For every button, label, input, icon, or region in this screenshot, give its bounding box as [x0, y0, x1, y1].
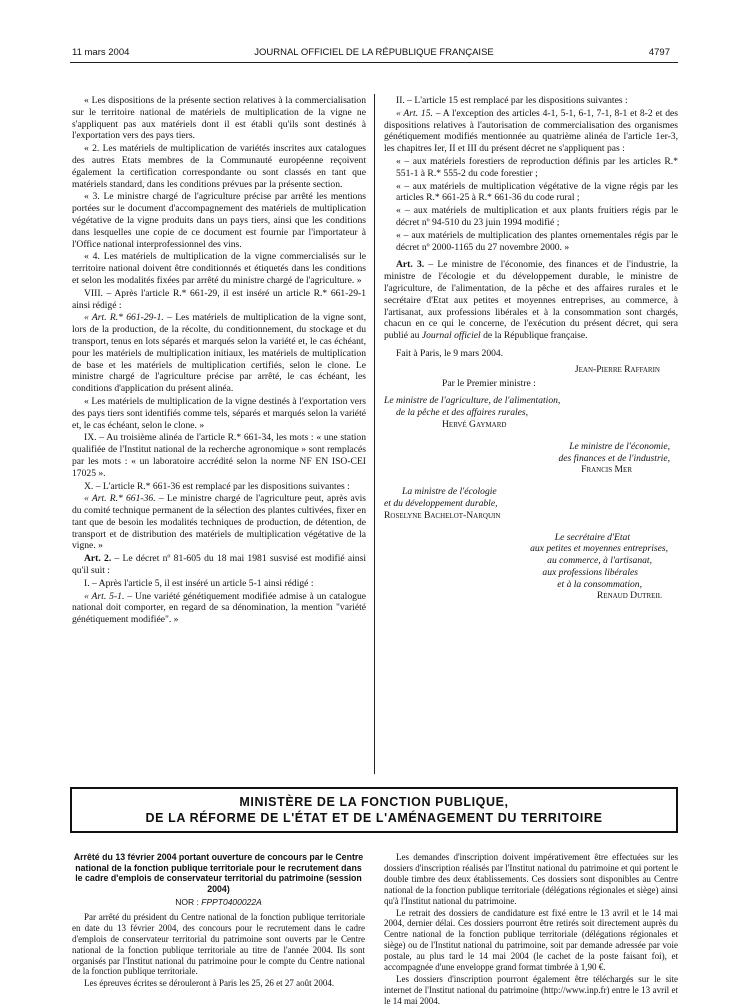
paragraph: « 4. Les matériels de multiplication de la vigne commercialisés sur le territoire national doivent être conditionnés et étiquetés dans les conditions et selon les modalités fixées par arrêté du ministre chargé de l'agriculture. » [72, 251, 366, 286]
paragraph [384, 259, 678, 342]
article-ref: Art. 2. [84, 553, 112, 565]
list-item: « – aux matériels de multiplication végétative de la vigne régis par les articles R.* 661-25 à R.* 661-36 du code rural ; [396, 180, 678, 204]
signature-title: Le secrétaire d'Etat [554, 531, 630, 543]
signature-title: La ministre de l'écologie [402, 486, 497, 498]
signature-name: Hervé Gaymard [442, 418, 507, 430]
signature-title: au commerce, à l'artisanat, [547, 555, 652, 567]
journal-ref: Journal officiel [421, 330, 481, 342]
arrete-title: Arrêté du 13 février 2004 portant ouverture de concours par le Centre national de la fonction publique territoriale pour le recrutement dans le cadre d'emplois de conservateur territorial du patrimoine (session 2004) [73, 852, 364, 894]
fait-a-paris: Fait à Paris, le 9 mars 2004. [396, 347, 504, 359]
paragraph: « Les dispositions de la présente section relatives à la commercialisation sur le territoire national de matériels de multiplication de la vigne ne s'appliquent pas aux matériels dont il est établi qu'ils sont destinés à l'exportation vers des pays tiers. [72, 95, 366, 142]
header-rule [70, 62, 678, 63]
signature-role: Par le Premier ministre : [442, 377, 536, 389]
paragraph-text: – Le ministre chargé de l'agriculture peut, après avis du comité technique permanent de la sélection des plantes cultivées, fixer en tant que de besoin les modalités techniques de production, de détention, de transport et de distribution des matériels de multiplication végétative de la vigne. » [72, 493, 366, 552]
paragraph: Par arrêté du président du Centre national de la fonction publique territoriale en date du 13 février 2004, des concours pour le recrutement dans le cadre d'emplois de conservateur territorial du patrimoine sont ouverts par le Centre national de la fonction publique territoriale au titre de l'année 2004. Ils sont organisés par l'Institut national du patrimoine pour le compte du Centre national de la fonction publique territoriale. [72, 911, 365, 977]
paragraph-text: de la République française. [480, 330, 588, 342]
signature-title: et du développement durable, [384, 497, 498, 509]
paragraph: VIII. – Après l'article R.* 661-29, il est inséré un article R.* 661-29-1 ainsi rédigé : [72, 287, 366, 311]
ministry-heading-box [70, 787, 678, 833]
paragraph [72, 493, 366, 552]
page-number: 4797 [648, 47, 670, 58]
paragraph [72, 553, 366, 577]
journal-title: JOURNAL OFFICIEL DE LA RÉPUBLIQUE FRANÇAISE [254, 47, 494, 58]
paragraph: « 2. Les matériels de multiplication de variétés inscrites aux catalogues des autres Etats membres de la Communauté européenne reçoivent également la certification correspondante ou sont classés en tant que matériels standard, dans les conditions prévues par la présente section. [72, 143, 366, 190]
list-item: « – aux matériels de multiplication et aux plants fruitiers régis par le décret nº 94-510 du 23 juin 1994 modifié ; [396, 205, 678, 228]
article-ref: Art. 3. [396, 259, 425, 271]
paragraph [72, 312, 366, 395]
list-item: « – aux matériels de multiplication des plantes ornementales régis par le décret nº 2000-1165 du 27 novembre 2000. » [396, 229, 678, 253]
ministry-heading-line: DE LA RÉFORME DE L'ÉTAT ET DE L'AMÉNAGEMENT DU TERRITOIRE [145, 811, 603, 825]
signature-title: de la pêche et des affaires rurales, [396, 407, 529, 419]
paragraph-text: – Les matériels de multiplication de la vigne sont, lors de la production, de la récolte, du conditionnement, du stockage et du transport, tenus en lots séparés et marqués selon la variété et, le cas échéant, pour les matériels de multiplication initiaux, les matériels de multiplication de base et les matériels de multiplication certifiés, selon le clone. Le ministre chargé de l'agriculture précise par arrêté, le cas échéant, les conditions d'application du présent alinéa. [72, 312, 366, 395]
article-ref: « Art. 15. [396, 107, 433, 119]
arrete-left-column [72, 852, 365, 990]
paragraph: « 3. Le ministre chargé de l'agriculture précise par arrêté les mentions portées sur le document d'accompagnement des matériels de multiplication végétative de la vigne produits dans un pays tiers, ainsi que les conditions dans lesquelles une copie de ce document est fournie par l'importateur à l'Office national interprofessionnel des vins. [72, 191, 366, 250]
paragraph-text: – A l'exception des articles 4-1, 5-1, 6-1, 7-1, 8-1 et 8-2 et des dispositions relatives à l'autorisation de commercialisation des organismes génétiquement modifiés mentionnée au quatrième alinéa de l'article 1er-3, les chapitres Ier, II et III du présent décret ne s'appliquent pas : [384, 107, 678, 155]
signature-pm: Jean-Pierre Raffarin [574, 363, 660, 375]
paragraph [72, 591, 366, 626]
signature-name: Roselyne Bachelot-Narquin [384, 509, 501, 521]
signature-name: Renaud Dutreil [596, 590, 662, 602]
article-ref: « Art. R.* 661-36. [84, 493, 156, 505]
arrete-right-column [384, 852, 678, 1008]
signature-title: Le ministre de l'économie, [569, 440, 670, 452]
column-divider [374, 94, 375, 774]
signature-title: Le ministre de l'agriculture, de l'alimentation, [384, 395, 561, 407]
list-item: « – aux matériels forestiers de reproduction définis par les articles R.* 551-1 à R.* 555-2 du code forestier ; [396, 155, 678, 179]
signature-title: aux professions libérales [542, 566, 638, 578]
paragraph: « Les matériels de multiplication de la vigne destinés à l'exportation vers des pays tiers sont identifiés comme tels, séparés et marqués selon la variété et, le cas échéant, selon le clone. » [72, 395, 366, 431]
paragraph: Les épreuves écrites se dérouleront à Paris les 25, 26 et 27 août 2004. [84, 978, 335, 989]
paragraph: Le retrait des dossiers de candidature est fixé entre le 13 avril et le 14 mai 2004, dernier délai. Ces dossiers pourront être retirés soit directement auprès du Centre national de la fonction publique territoriale (délégations régionales et siège) ou de l'Institut national du patrimoine, soit par demande adressée par voie postale, au plus tard le 14 mai 2004 (le cachet de la poste faisant foi), et accompagnée d'une enveloppe grand format timbrée à 1,90 €. [384, 907, 678, 973]
article-ref: « Art. 5-1. [84, 590, 125, 602]
paragraph: IX. – Au troisième alinéa de l'article R.* 661-34, les mots : « une station qualifiée de l'Institut national de la recherche agronomique » sont remplacés par les mots : « un laboratoire accrédité selon la norme NF EN ISO-CEI 17025 ». [72, 432, 366, 479]
left-column [72, 95, 366, 627]
right-column [384, 95, 678, 602]
nor-reference [72, 897, 365, 908]
paragraph-text: – Le décret nº 81-605 du 18 mai 1981 susvisé est modifié ainsi qu'il suit : [72, 553, 366, 577]
header-date: 11 mars 2004 [72, 47, 130, 58]
nor-label: NOR : [175, 897, 202, 907]
paragraph: I. – Après l'article 5, il est inséré un article 5-1 ainsi rédigé : [84, 577, 314, 589]
nor-code: FPPT0400022A [201, 897, 262, 907]
signature-title: et à la consommation, [557, 578, 642, 590]
ministry-heading-line: MINISTÈRE DE LA FONCTION PUBLIQUE, [239, 795, 509, 809]
page-header [0, 47, 748, 61]
paragraph [384, 108, 678, 155]
signature-title: des finances et de l'industrie, [558, 452, 670, 464]
signature-title: aux petites et moyennes entreprises, [530, 543, 668, 555]
paragraph: Les demandes d'inscription doivent impérativement être effectuées sur les dossiers d'inscription réalisés par l'Institut national du patrimoine et qui portent le double timbre des deux établissements. Ces dossiers sont disponibles au Centre national de la fonction publique territoriale (délégations régionales et siège) ainsi qu'à l'Institut national du patrimoine. [384, 852, 678, 906]
paragraph: Les dossiers d'inscription pourront également être téléchargés sur le site internet de l'Institut national du patrimoine (http://www.inp.fr) entre le 13 avril et le 14 mai 2004. [384, 973, 678, 1006]
paragraph: II. – L'article 15 est remplacé par les dispositions suivantes : [396, 95, 628, 106]
paragraph: X. – L'article R.* 661-36 est remplacé par les dispositions suivantes : [84, 480, 350, 492]
signature-name: Francis Mer [581, 464, 632, 476]
paragraph-text: – Le ministre de l'économie, des finances et de l'industrie, la ministre de l'écologie et du développement durable, le ministre de l'agriculture, de l'alimentation, de la pêche et des affaires rurales et le secrétaire d'Etat aux petites et moyennes entreprises, au commerce, à l'artisanat, aux professions libérales et à la consommation sont chargés, chacun en ce qui le concerne, de l'exécution du présent décret, qui sera publié au [384, 259, 678, 342]
paragraph-text: – Une variété génétiquement modifiée admise à un catalogue national doit comporter, en regard de sa dénomination, la mention "variété génétiquement modifiée". » [72, 590, 366, 626]
article-ref: « Art. R.* 661-29-1. [84, 312, 164, 324]
